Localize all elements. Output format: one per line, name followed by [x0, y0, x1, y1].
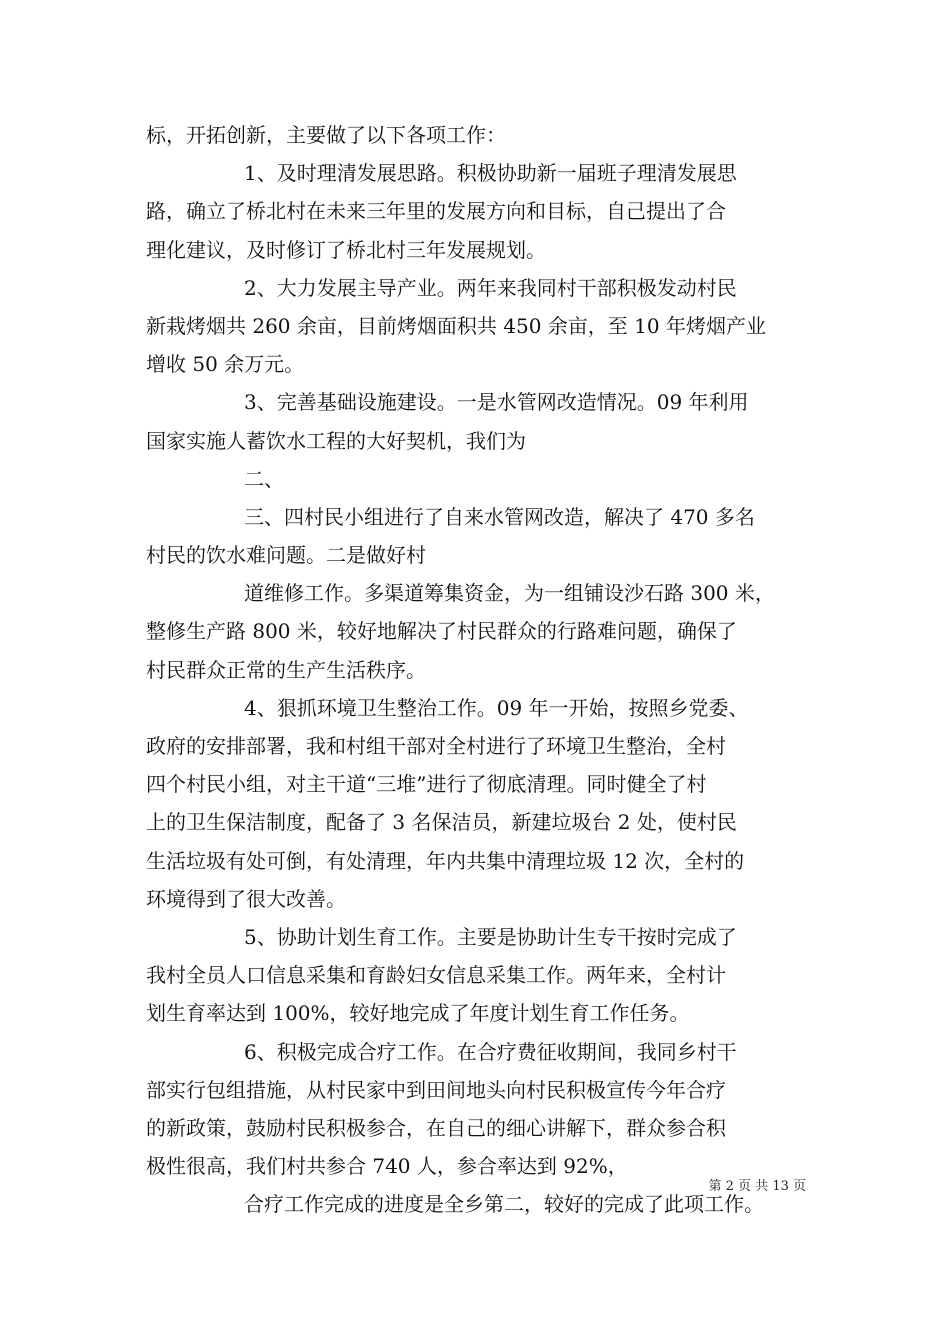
text-line: 部实行包组措施，从村民家中到田间地头向村民积极宣传今年合疗	[146, 1077, 726, 1102]
text-line: 1、及时理清发展思路。积极协助新一届班子理清发展思	[244, 161, 737, 186]
text-line: 极性很高，我们村共参合 740 人，参合率达到 92%，	[146, 1154, 628, 1179]
text-line: 6、积极完成合疗工作。在合疗费征收期间，我同乡村干	[244, 1039, 737, 1064]
text-line: 路，确立了桥北村在未来三年里的发展方向和目标，自己提出了合	[146, 199, 726, 224]
text-line: 村民的饮水难问题。二是做好村	[146, 543, 426, 568]
text-line: 3、完善基础设施建设。一是水管网改造情况。09 年利用	[244, 390, 749, 415]
text-line: 二、	[244, 466, 284, 491]
text-line: 的新政策，鼓励村民积极参合，在自己的细心讲解下，群众参合积	[146, 1115, 726, 1140]
text-line: 4、狠抓环境卫生整治工作。09 年一开始，按照乡党委、	[244, 695, 749, 720]
text-line: 2、大力发展主导产业。两年来我同村干部积极发动村民	[244, 275, 737, 300]
text-line: 国家实施人蓄饮水工程的大好契机，我们为	[146, 428, 526, 453]
text-line: 我村全员人口信息采集和育龄妇女信息采集工作。两年来，全村计	[146, 963, 726, 988]
text-line: 环境得到了很大改善。	[146, 886, 346, 911]
text-line: 上的卫生保洁制度，配备了 3 名保洁员，新建垃圾台 2 处，使村民	[146, 810, 737, 835]
document-body	[146, 116, 810, 1223]
text-line: 新栽烤烟共 260 余亩，目前烤烟面积共 450 余亩，至 10 年烤烟产业	[146, 313, 766, 338]
text-line: 5、协助计划生育工作。主要是协助计生专干按时完成了	[244, 924, 737, 949]
text-line: 合疗工作完成的进度是全乡第二，较好的完成了此项工作。	[244, 1192, 764, 1217]
page-number: 第 2 页 共 13 页	[708, 1179, 806, 1194]
text-line: 村民群众正常的生产生活秩序。	[146, 657, 426, 682]
text-line: 划生育率达到 100%，较好地完成了年度计划生育工作任务。	[146, 1001, 690, 1026]
text-line: 标，开拓创新，主要做了以下各项工作：	[146, 123, 506, 147]
text-line: 生活垃圾有处可倒，有处清理，年内共集中清理垃圾 12 次，全村的	[146, 848, 745, 873]
text-line: 道维修工作。多渠道筹集资金，为一组铺设沙石路 300 米，	[244, 581, 775, 606]
text-line: 四个村民小组，对主干道“三堆”进行了彻底清理。同时健全了村	[146, 772, 707, 797]
text-line: 整修生产路 800 米，较好地解决了村民群众的行路难问题，确保了	[146, 619, 737, 644]
text-line: 增收 50 余万元。	[146, 352, 305, 377]
text-line: 政府的安排部署，我和村组干部对全村进行了环境卫生整治，全村	[146, 734, 726, 758]
text-line: 理化建议，及时修订了桥北村三年发展规划。	[146, 237, 546, 262]
text-line: 三、四村民小组进行了自来水管网改造，解决了 470 多名	[244, 504, 755, 529]
